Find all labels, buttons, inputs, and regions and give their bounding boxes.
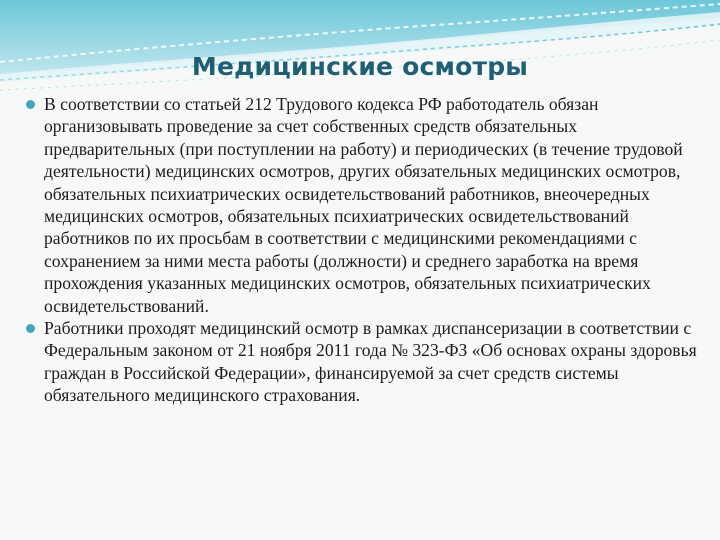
bullet-item [22,93,708,317]
bullet-text: В соответствии со статьей 212 Трудового кодекса РФ работодатель обязан организовывать проведение за счет собственных средств обязательных предварительных (при поступлении на работу) и периодических (в течение трудовой деятельности) медицинских осмотров, других обязательных медицинских осмотров, обязательных психиатрических освидетельствований работников, внеочередных медицинских осмотров, обязательных психиатрических освидетельствований работников по их просьбам в соответствии с медицинскими рекомендациями с сохранением за ними места работы (должности) и среднего заработка на время прохождения указанных медицинских осмотров, обязательных психиатрических освидетельствований. [44,94,683,316]
bullet-dot-icon [26,100,35,109]
slide-title: Медицинские осмотры [191,52,529,81]
bullet-item [22,317,708,407]
bullet-dot-icon [26,324,35,333]
bullet-text: Работники проходят медицинский осмотр в рамках диспансеризации в соответствии с Федеральным законом от 21 ноября 2011 года № 323-ФЗ «Об основах охраны здоровья граждан в Российской Федерации», финансируемой за счет средств системы обязательного медицинского страхования. [44,318,697,406]
bullet-list [22,93,708,407]
header-wave-decoration [0,0,720,100]
